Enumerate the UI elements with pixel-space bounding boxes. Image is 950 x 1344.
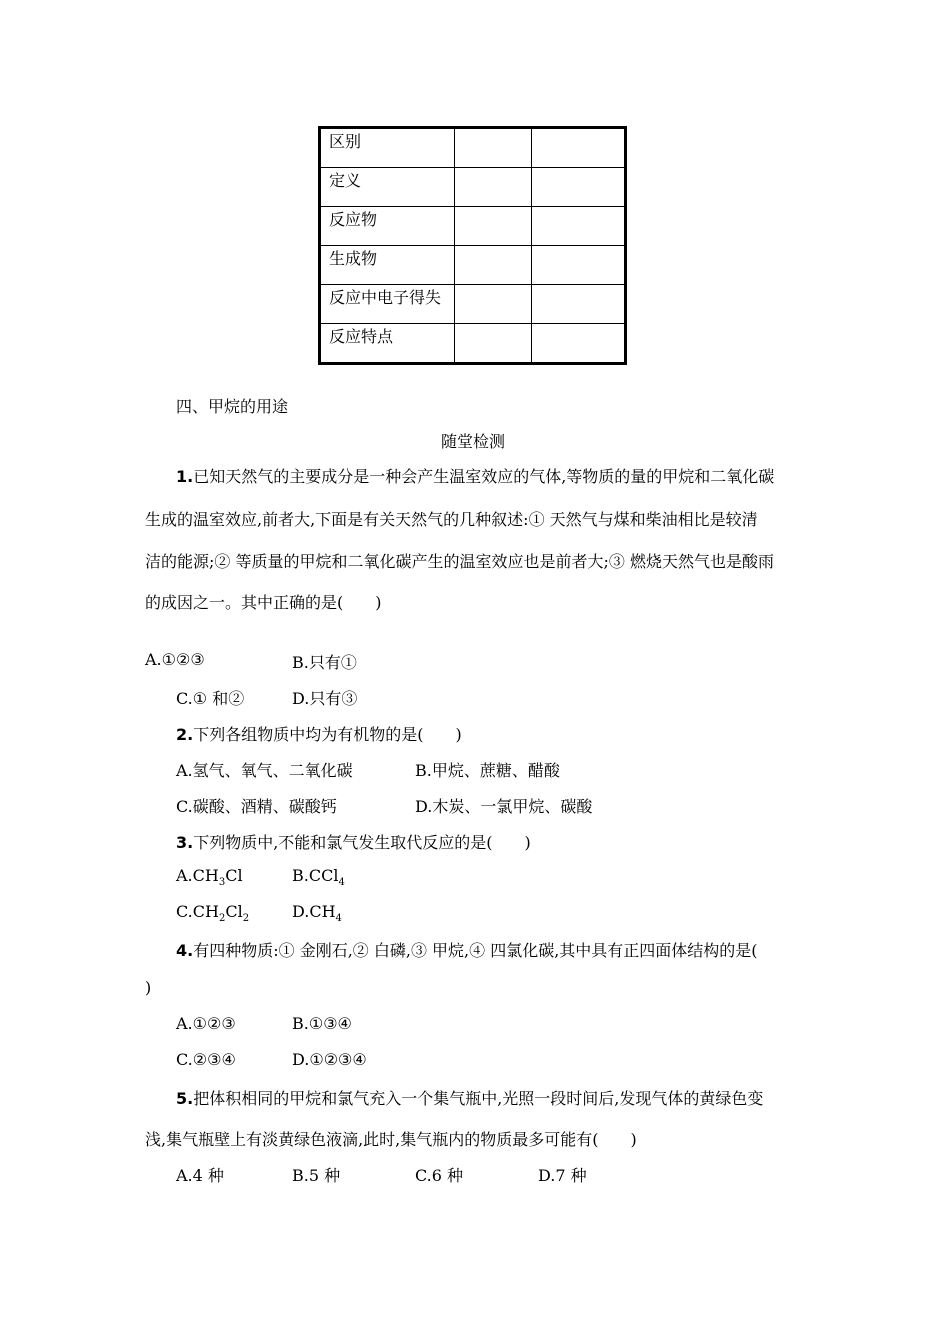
question-number: 1.: [176, 467, 194, 486]
question-text: 下列物质中,不能和氯气发生取代反应的是( ): [193, 833, 531, 852]
question-text: 已知天然气的主要成分是一种会产生温室效应的气体,等物质的量的甲烷和二氧化碳: [193, 467, 775, 486]
question-1-line: 生成的温室效应,前者大,下面是有关天然气的几种叙述:① 天然气与煤和柴油相比是较清: [145, 510, 758, 529]
option-a: $A.CH_3Cl$: [176, 866, 243, 889]
option-d: D.木炭、一氯甲烷、碳酸: [415, 797, 593, 816]
table-cell: 区别: [320, 128, 455, 168]
question-1-line: 的成因之一。其中正确的是( ): [145, 593, 382, 612]
table-row: [320, 128, 626, 168]
option-c: $C.CH_2Cl_2$: [176, 902, 250, 925]
option-c: C.②③④: [176, 1050, 236, 1069]
table-cell: 反应特点: [320, 324, 455, 364]
option-a: A.4 种: [176, 1166, 224, 1185]
table-cell-empty: [532, 168, 626, 207]
question-text: 有四种物质:① 金刚石,② 白磷,③ 甲烷,④ 四氯化碳,其中具有正四面体结构的是(: [193, 941, 758, 960]
option-c: C.① 和②: [176, 689, 245, 708]
table-row: [320, 246, 626, 285]
question-3-line: [176, 830, 531, 853]
table-cell: 反应中电子得失: [320, 285, 455, 324]
option-a: A.①②③: [145, 650, 205, 669]
table-cell-empty: [532, 207, 626, 246]
option-a: A.氢气、氧气、二氧化碳: [176, 761, 353, 780]
option-b: B.5 种: [292, 1166, 341, 1185]
table-cell-empty: [532, 285, 626, 324]
table-row: [320, 207, 626, 246]
table-row: [320, 324, 626, 364]
table-cell-empty: [532, 128, 626, 168]
question-5-line: [176, 1086, 763, 1109]
question-text: 把体积相同的甲烷和氯气充入一个集气瓶中,光照一段时间后,发现气体的黄绿色变: [193, 1089, 764, 1108]
quiz-title: 随堂检测: [441, 432, 506, 451]
question-4-line: [176, 938, 758, 961]
option-d: D.7 种: [538, 1166, 587, 1185]
table-cell-empty: [455, 207, 532, 246]
question-2-line: [176, 722, 462, 745]
option-b: B.①③④: [292, 1014, 352, 1033]
question-number: 5.: [176, 1089, 194, 1108]
table-cell: 反应物: [320, 207, 455, 246]
option-d: D.只有③: [292, 689, 358, 708]
option-c: C.碳酸、酒精、碳酸钙: [176, 797, 337, 816]
option-b: B.只有①: [292, 653, 357, 672]
table-row: [320, 285, 626, 324]
question-1-line: 洁的能源;② 等质量的甲烷和二氧化碳产生的温室效应也是前者大;③ 燃烧天然气也是酸雨: [145, 552, 774, 571]
question-number: 3.: [176, 833, 194, 852]
question-4-line: ): [145, 978, 152, 997]
table-cell-empty: [455, 285, 532, 324]
option-d: D.①②③④: [292, 1050, 367, 1069]
table-cell-empty: [455, 128, 532, 168]
option-b: B.甲烷、蔗糖、醋酸: [415, 761, 560, 780]
table-cell-empty: [455, 324, 532, 364]
option-b: B.CCl$_4$: [292, 866, 345, 889]
section-heading: 四、甲烷的用途: [176, 397, 289, 416]
comparison-table: [318, 126, 627, 365]
table-cell: 生成物: [320, 246, 455, 285]
question-text: 下列各组物质中均为有机物的是( ): [193, 725, 462, 744]
question-5-line: 浅,集气瓶壁上有淡黄绿色液滴,此时,集气瓶内的物质最多可能有( ): [145, 1130, 637, 1149]
table-cell-empty: [532, 324, 626, 364]
table-cell-empty: [455, 246, 532, 285]
table-row: [320, 168, 626, 207]
table-cell-empty: [455, 168, 532, 207]
option-d: $D.CH_4$: [292, 902, 342, 925]
question-1-line: [176, 464, 774, 487]
table-cell-empty: [532, 246, 626, 285]
table-cell: 定义: [320, 168, 455, 207]
option-a: A.①②③: [176, 1014, 236, 1033]
option-c: C.6 种: [415, 1166, 464, 1185]
question-number: 2.: [176, 725, 194, 744]
question-number: 4.: [176, 941, 194, 960]
